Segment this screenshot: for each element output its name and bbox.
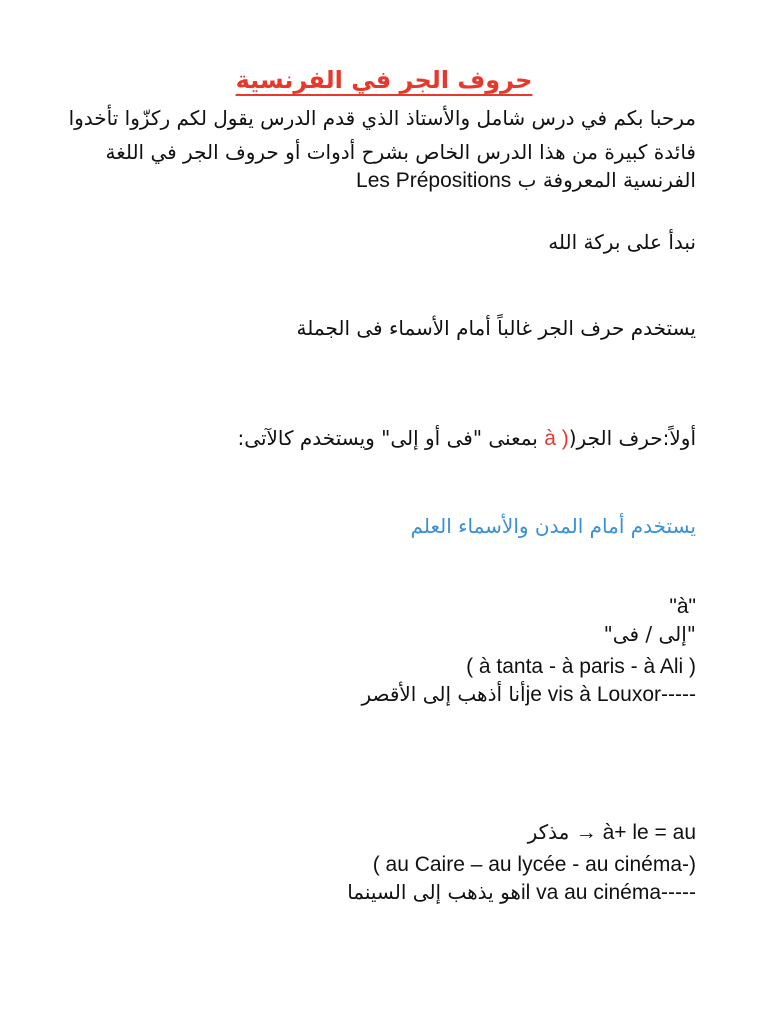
start-line: نبدأ على بركة الله: [548, 230, 696, 254]
au-sentence-arabic: هو يذهب إلى السينما: [347, 880, 521, 904]
au-sentence-line: [60, 878, 696, 907]
intro-line-2: فائدة كبيرة من هذا الدرس الخاص بشرح أدوات أو حروف الجر في اللغة: [105, 140, 696, 164]
first-rule-prefix: أولاً:حرف الجر(: [568, 426, 696, 450]
cities-rule-line: يستخدم أمام المدن والأسماء العلم: [410, 514, 696, 538]
a-sentence-dash: -----: [661, 683, 696, 706]
first-rule-line: [60, 424, 696, 453]
a-sentence-french: je vis à Louxor: [525, 683, 662, 706]
au-examples: ( au Caire – au lycée - au cinéma-): [372, 853, 696, 876]
au-sentence-french: il va au cinéma: [520, 881, 662, 904]
au-sentence-dash: -----: [661, 881, 696, 904]
a-meaning-line: "إلى / فى": [603, 622, 696, 646]
a-quote-line: [60, 592, 696, 621]
au-rule-french: → à+ le = au: [575, 821, 696, 844]
intro-line-3: [60, 166, 696, 195]
a-examples: ( à tanta - à paris - à Ali ): [466, 655, 696, 678]
document-title: حروف الجر في الفرنسية: [235, 66, 533, 94]
a-examples-line: [60, 652, 696, 681]
au-rule-arabic: مذكر: [527, 820, 570, 844]
first-rule-suffix: بمعنى "فى أو إلى" ويستخدم كالآتى:: [237, 426, 545, 450]
au-rule-line: [60, 818, 696, 847]
first-rule-preposition: à ): [544, 427, 569, 450]
intro-line-1: مرحبا بكم في درس شامل والأستاذ الذي قدم الدرس يقول لكم ركزّوا تأخدوا: [68, 106, 696, 130]
a-quote: "à": [669, 595, 696, 618]
a-sentence-arabic: أنا أذهب إلى الأقصر: [361, 682, 526, 706]
au-examples-line: [60, 850, 696, 879]
intro-line-3-french: Les Prépositions: [356, 169, 512, 192]
usage-line: يستخدم حرف الجر غالباً أمام الأسماء فى الجملة: [296, 316, 696, 340]
intro-line-3-arabic: الفرنسية المعروفة ب: [517, 168, 696, 192]
a-sentence-line: [60, 680, 696, 709]
